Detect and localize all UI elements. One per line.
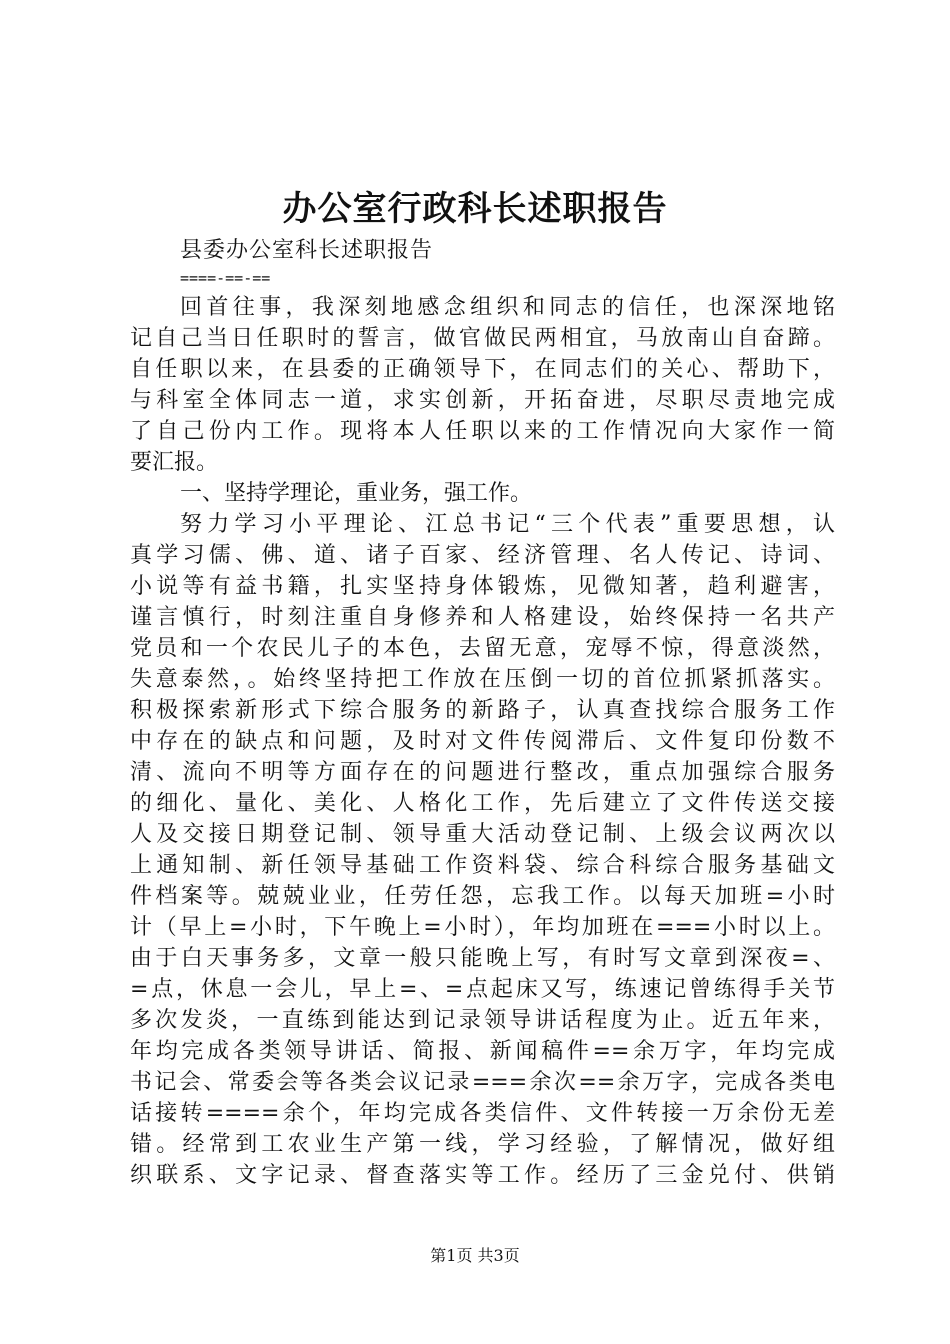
body-line: 中存在的缺点和问题，及时对文件传阅滞后、文件复印份数不 xyxy=(130,729,835,754)
body-line: 话接转====余个，年均完成各类信件、文件转接一万余份无差 xyxy=(130,1101,835,1126)
body-line: 积极探索新形式下综合服务的新路子，认真查找综合服务工作 xyxy=(130,698,835,723)
body-line: 人及交接日期登记制、领导重大活动登记制、上级会议两次以 xyxy=(130,822,835,847)
body-line: 上通知制、新任领导基础工作资料袋、综合科综合服务基础文 xyxy=(130,853,835,878)
body-line: 党员和一个农民儿子的本色，去留无意，宠辱不惊，得意淡然， xyxy=(130,636,835,661)
section-heading: 一、坚持学理论，重业务，强工作。 xyxy=(180,481,533,506)
body-line: 努力学习小平理论、江总书记“三个代表”重要思想，认 xyxy=(180,512,835,537)
body-line: 记自己当日任职时的誓言，做官做民两相宜，马放南山自奋蹄。 xyxy=(130,326,835,351)
document-title: 办公室行政科长述职报告 xyxy=(282,189,668,229)
body-line: 的细化、量化、美化、人格化工作，先后建立了文件传送交接 xyxy=(130,791,835,816)
body-line: 要汇报。 xyxy=(130,450,219,475)
body-line: 年均完成各类领导讲话、简报、新闻稿件==余万字，年均完成 xyxy=(130,1039,835,1064)
divider-text: ====-==-== xyxy=(180,269,271,287)
body-line: 错。经常到工农业生产第一线，学习经验，了解情况，做好组 xyxy=(130,1132,835,1157)
body-line: 书记会、常委会等各类会议记录===余次==余万字，完成各类电 xyxy=(130,1070,835,1095)
body-line: 清、流向不明等方面存在的问题进行整改，重点加强综合服务 xyxy=(130,760,835,785)
body-line: 多次发炎，一直练到能达到记录领导讲话程度为止。近五年来， xyxy=(130,1008,835,1033)
body-line: 失意泰然，。始终坚持把工作放在压倒一切的首位抓紧抓落实。 xyxy=(130,667,835,692)
body-line: 回首往事，我深刻地感念组织和同志的信任，也深深地铭 xyxy=(180,295,835,320)
body-line: 件档案等。兢兢业业，任劳任怨，忘我工作。以每天加班=小时 xyxy=(130,884,835,909)
document-subtitle: 县委办公室科长述职报告 xyxy=(180,238,434,263)
page-number-footer: 第1页 共3页 xyxy=(430,1246,520,1265)
body-line: 计（早上=小时，下午晚上=小时），年均加班在===小时以上。 xyxy=(130,915,835,940)
body-line: 小说等有益书籍，扎实坚持身体锻炼，见微知著，趋利避害， xyxy=(130,574,835,599)
body-line: 了自己份内工作。现将本人任职以来的工作情况向大家作一简 xyxy=(130,419,835,444)
body-line: =点，休息一会儿，早上=、=点起床又写，练速记曾练得手关节 xyxy=(130,977,835,1002)
body-line: 与科室全体同志一道，求实创新，开拓奋进，尽职尽责地完成 xyxy=(130,388,835,413)
body-line: 自任职以来，在县委的正确领导下，在同志们的关心、帮助下， xyxy=(130,357,835,382)
body-line: 谨言慎行，时刻注重自身修养和人格建设，始终保持一名共产 xyxy=(130,605,835,630)
body-line: 由于白天事务多，文章一般只能晚上写，有时写文章到深夜=、 xyxy=(130,946,835,971)
body-line: 真学习儒、佛、道、诸子百家、经济管理、名人传记、诗词、 xyxy=(130,543,835,568)
body-line: 织联系、文字记录、督查落实等工作。经历了三金兑付、供销 xyxy=(130,1163,835,1188)
document-body xyxy=(130,292,835,1191)
